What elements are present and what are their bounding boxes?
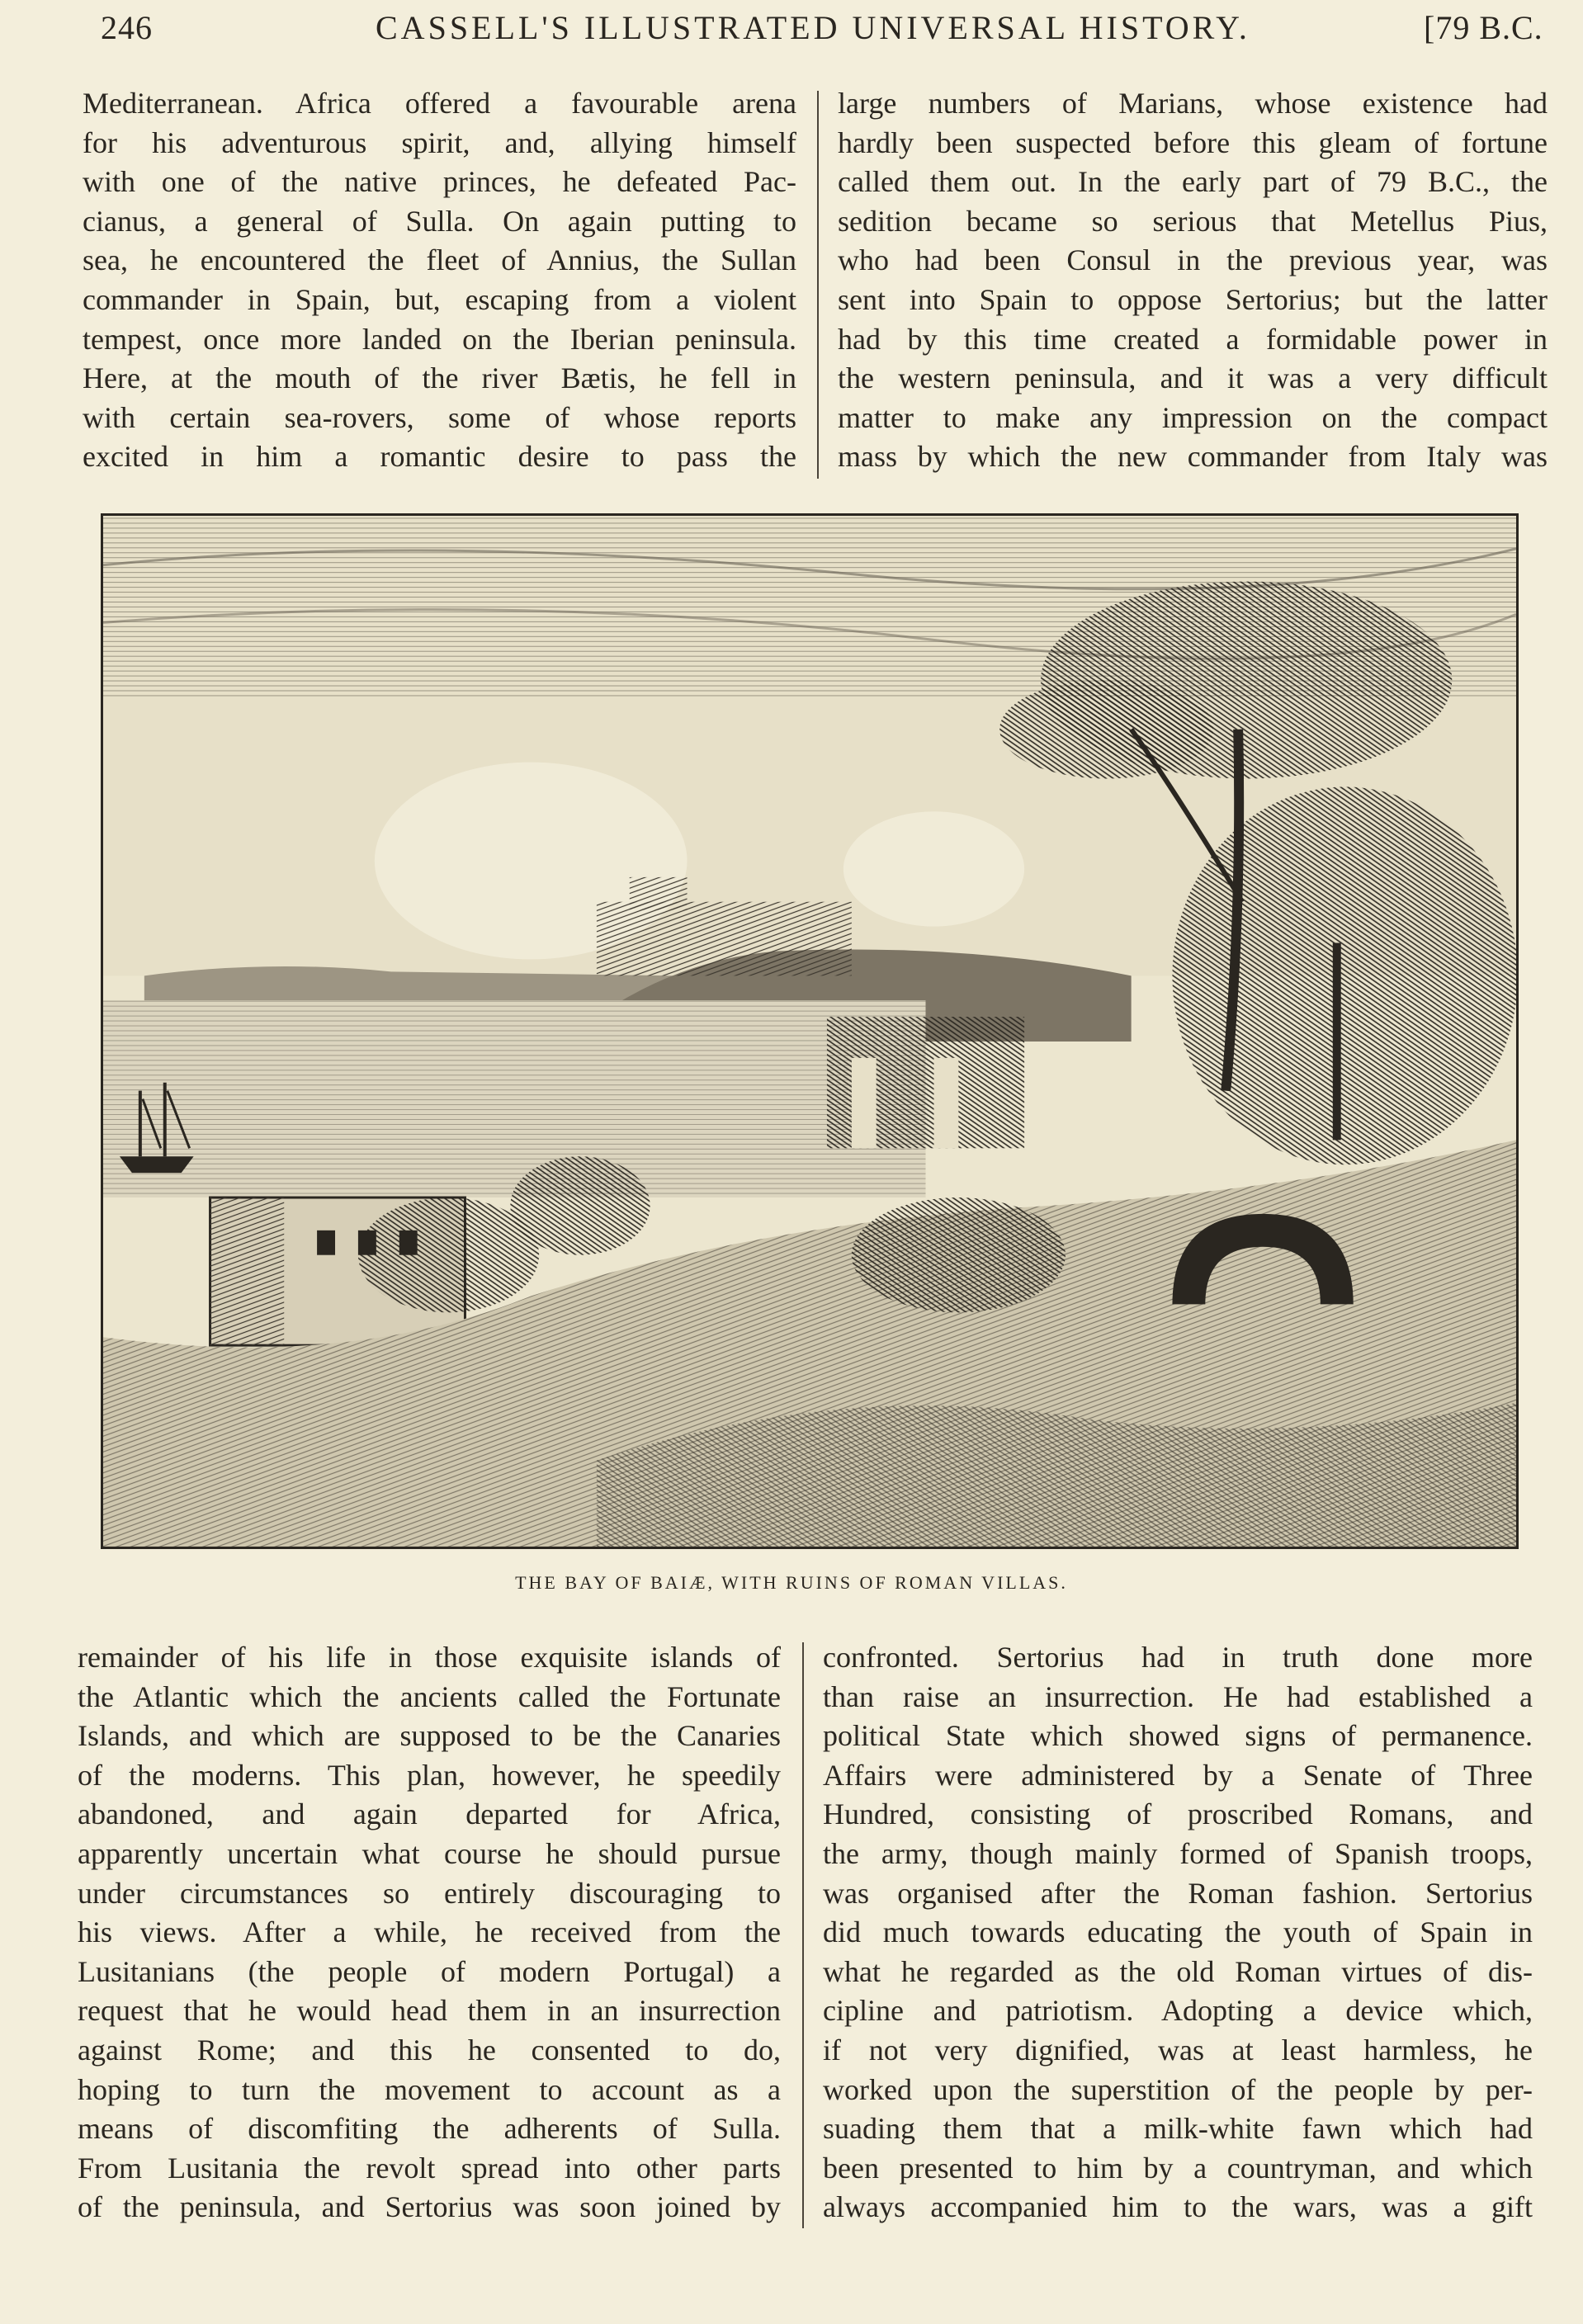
text-line: the army, though mainly formed of Spanish troops, bbox=[823, 1836, 1533, 1870]
column-rule-bottom bbox=[802, 1642, 804, 2228]
text-line: for his adventurous spirit, and, allying himself bbox=[83, 125, 796, 159]
text-line: under circumstances so entirely discouraging to bbox=[78, 1876, 781, 1910]
text-line: suading them that a milk-white fawn which had bbox=[823, 2112, 1533, 2146]
illustration-caption: THE BAY OF BAIÆ, WITH RUINS OF ROMAN VILLAS. bbox=[515, 1572, 1068, 1593]
text-line: who had been Consul in the previous year, was bbox=[838, 243, 1548, 277]
bottom-left-column bbox=[78, 1638, 781, 2227]
text-line: worked upon the superstition of the people by per- bbox=[823, 2072, 1533, 2106]
page-header bbox=[0, 0, 1583, 58]
text-line: was organised after the Roman fashion. Sertorius bbox=[823, 1876, 1533, 1910]
text-line: confronted. Sertorius had in truth done more bbox=[823, 1641, 1533, 1674]
engraving-bay-of-baiae bbox=[101, 513, 1519, 1549]
text-line: sent into Spain to oppose Sertorius; but the latter bbox=[838, 282, 1548, 316]
text-line: his views. After a while, he received from the bbox=[78, 1915, 781, 1949]
text-line: From Lusitania the revolt spread into other parts bbox=[78, 2151, 781, 2185]
text-line: Lusitanians (the people of modern Portugal) a bbox=[78, 1954, 781, 1988]
text-line: tempest, once more landed on the Iberian peninsula. bbox=[83, 322, 796, 356]
text-line: political State which showed signs of permanence. bbox=[823, 1719, 1533, 1753]
text-line: abandoned, and again departed for Africa, bbox=[78, 1797, 781, 1831]
text-line: had by this time created a formidable power in bbox=[838, 322, 1548, 356]
text-line: matter to make any impression on the compact bbox=[838, 400, 1548, 434]
text-line: Islands, and which are supposed to be the Canaries bbox=[78, 1719, 781, 1753]
text-line: cipline and patriotism. Adopting a device which, bbox=[823, 1994, 1533, 2028]
text-line: sea, he encountered the fleet of Annius, the Sullan bbox=[83, 243, 796, 277]
text-line: Hundred, consisting of proscribed Romans, and bbox=[823, 1797, 1533, 1831]
text-line: did much towards educating the youth of Spain in bbox=[823, 1915, 1533, 1949]
text-line: apparently uncertain what course he should pursue bbox=[78, 1836, 781, 1870]
text-line: hardly been suspected before this gleam of fortune bbox=[838, 125, 1548, 159]
text-line: excited in him a romantic desire to pass the bbox=[83, 440, 796, 474]
text-line: sedition became so serious that Metellus Pius, bbox=[838, 204, 1548, 238]
text-line: cianus, a general of Sulla. On again putting to bbox=[83, 204, 796, 238]
text-line: Affairs were administered by a Senate of Three bbox=[823, 1758, 1533, 1792]
text-line: always accompanied him to the wars, was a gift bbox=[823, 2190, 1533, 2224]
top-right-column bbox=[838, 84, 1548, 477]
engraving-picture bbox=[103, 516, 1516, 1547]
text-line: Mediterranean. Africa offered a favourable arena bbox=[83, 87, 796, 120]
text-line: against Rome; and this he consented to do, bbox=[78, 2033, 781, 2067]
text-line: of the peninsula, and Sertorius was soon joined by bbox=[78, 2190, 781, 2224]
text-line: hoping to turn the movement to account as a bbox=[78, 2072, 781, 2106]
running-title: CASSELL'S ILLUSTRATED UNIVERSAL HISTORY. bbox=[376, 9, 1250, 46]
text-line: commander in Spain, but, escaping from a violent bbox=[83, 282, 796, 316]
text-line: large numbers of Marians, whose existence had bbox=[838, 87, 1548, 120]
text-line: with one of the native princes, he defeated Pac- bbox=[83, 165, 796, 199]
text-line: the western peninsula, and it was a very difficult bbox=[838, 361, 1548, 395]
text-line: means of discomfiting the adherents of Sulla. bbox=[78, 2112, 781, 2146]
bottom-right-column bbox=[823, 1638, 1533, 2227]
text-line: with certain sea-rovers, some of whose reports bbox=[83, 400, 796, 434]
page-number: 246 bbox=[101, 9, 153, 46]
text-line: remainder of his life in those exquisite islands of bbox=[78, 1641, 781, 1674]
text-line: Here, at the mouth of the river Bætis, he fell in bbox=[83, 361, 796, 395]
text-line: than raise an insurrection. He had established a bbox=[823, 1679, 1533, 1713]
text-line: been presented to him by a countryman, and which bbox=[823, 2151, 1533, 2185]
text-line: what he regarded as the old Roman virtues of dis- bbox=[823, 1954, 1533, 1988]
text-line: the Atlantic which the ancients called the Fortunate bbox=[78, 1679, 781, 1713]
date-mark: [79 B.C. bbox=[1424, 9, 1543, 46]
text-line: called them out. In the early part of 79 B.C., the bbox=[838, 165, 1548, 199]
column-rule-top bbox=[817, 91, 819, 479]
text-line: mass by which the new commander from Italy was bbox=[838, 440, 1548, 474]
text-line: if not very dignified, was at least harmless, he bbox=[823, 2033, 1533, 2067]
text-line: request that he would head them in an insurrection bbox=[78, 1994, 781, 2028]
text-line: of the moderns. This plan, however, he speedily bbox=[78, 1758, 781, 1792]
top-left-column bbox=[83, 84, 796, 477]
